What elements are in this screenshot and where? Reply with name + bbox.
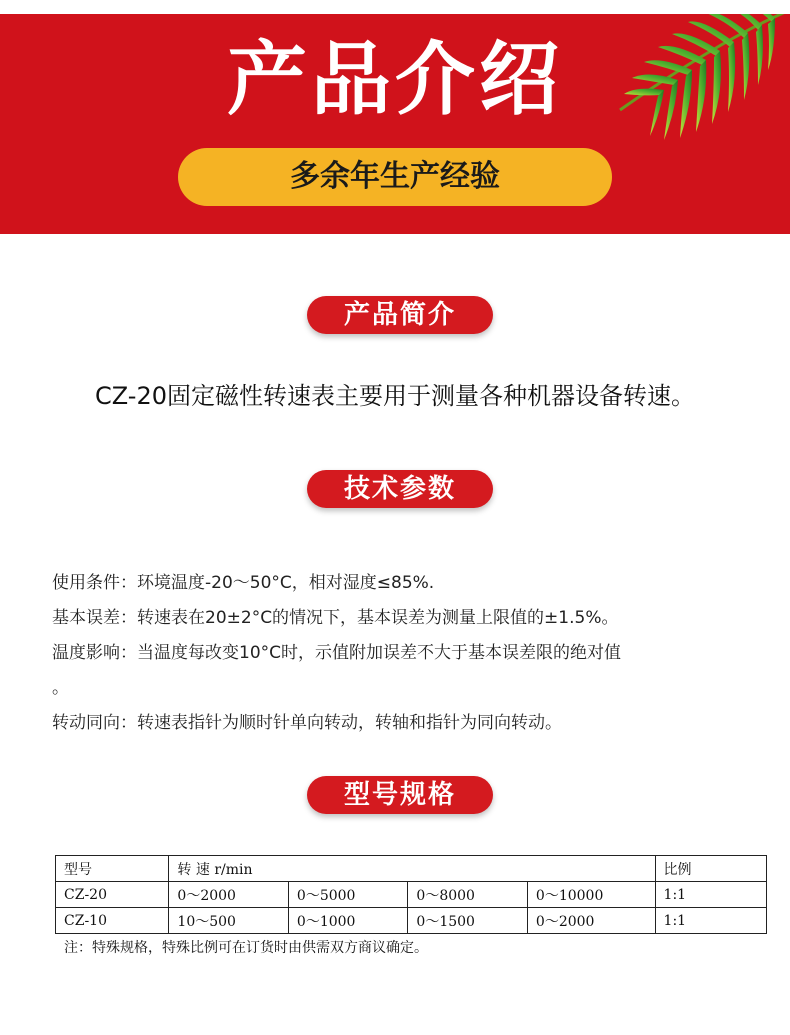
banner-subtitle-pill: 多余年生产经验	[178, 148, 612, 206]
cell-speed: 0～8000	[408, 882, 528, 908]
banner-title: 产品介绍	[227, 33, 563, 126]
cell-speed: 0～5000	[288, 882, 408, 908]
cell-speed: 0～2000	[169, 882, 289, 908]
section-heading-models: 型号规格	[307, 776, 493, 814]
cell-model: CZ-10	[56, 908, 169, 934]
header-banner	[0, 14, 790, 234]
table-header-row	[56, 856, 767, 882]
table-note: 注：特殊规格，特殊比例可在订货时由供需双方商议确定。	[64, 940, 428, 956]
spec-table	[55, 855, 767, 934]
param-line: 。	[52, 678, 69, 698]
intro-text: CZ-20固定磁性转速表主要用于测量各种机器设备转速。	[95, 382, 695, 410]
header-speed: 转 速 r/min	[169, 856, 655, 882]
cell-speed: 10～500	[169, 908, 289, 934]
cell-speed: 0～10000	[527, 882, 655, 908]
header-model: 型号	[56, 856, 169, 882]
cell-speed: 0～1500	[408, 908, 528, 934]
cell-speed: 0～2000	[527, 908, 655, 934]
params-list	[52, 566, 762, 741]
section-heading-intro: 产品简介	[307, 296, 493, 334]
section-heading-params: 技术参数	[307, 470, 493, 508]
cell-ratio: 1:1	[655, 908, 766, 934]
cell-ratio: 1:1	[655, 882, 766, 908]
table-row	[56, 882, 767, 908]
param-line: 使用条件：环境温度-20～50°C，相对湿度≤85%.	[52, 573, 435, 593]
param-line: 基本误差：转速表在20±2°C的情况下，基本误差为测量上限值的±1.5%。	[52, 608, 619, 628]
param-line: 转动同向：转速表指针为顺时针单向转动，转轴和指针为同向转动。	[52, 713, 562, 733]
param-line: 温度影响：当温度每改变10°C时，示值附加误差不大于基本误差限的绝对值	[52, 643, 622, 663]
cell-model: CZ-20	[56, 882, 169, 908]
cell-speed: 0～1000	[288, 908, 408, 934]
header-ratio: 比例	[655, 856, 766, 882]
table-row	[56, 908, 767, 934]
